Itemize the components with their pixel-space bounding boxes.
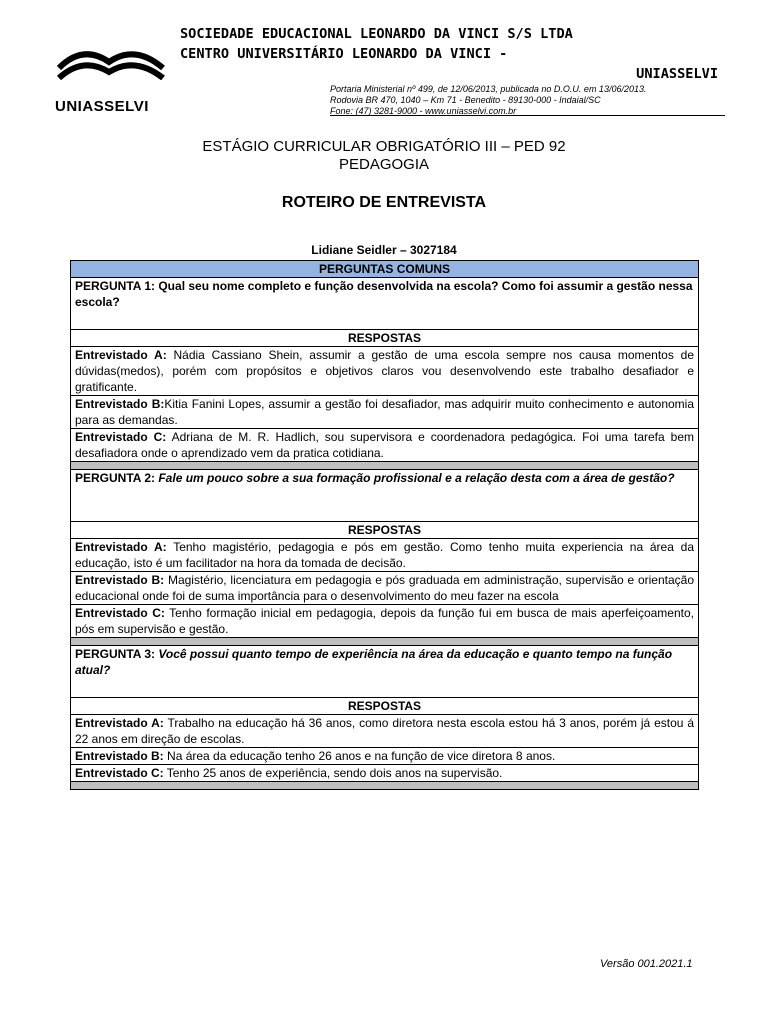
answers-header-row bbox=[71, 330, 699, 347]
uniasselvi-logo bbox=[55, 40, 167, 120]
answer-cell bbox=[71, 539, 699, 572]
question-label: PERGUNTA 2: bbox=[75, 471, 156, 485]
question-label: PERGUNTA 3: bbox=[75, 647, 156, 661]
interviewee-label: Entrevistado B: bbox=[75, 397, 165, 411]
separator bbox=[71, 638, 699, 646]
document-title: ROTEIRO DE ENTREVISTA bbox=[281, 194, 487, 211]
answer-text: Magistério, licenciatura em pedagogia e pós graduada em administração, supervisão e orientação educacional onde foi de suma importância para o desenvolvimento do meu fazer na escola bbox=[75, 573, 694, 603]
institution-line-2: CENTRO UNIVERSITÁRIO LEONARDO DA VINCI - bbox=[180, 46, 508, 62]
answer-text: Tenho formação inicial em pedagogia, depois da função fui em busca de mais aperfeiçoamento, pós em supervisão e gestão. bbox=[75, 606, 694, 636]
interviewee-label: Entrevistado B: bbox=[75, 573, 165, 587]
answers-header-row bbox=[71, 522, 699, 539]
answer-text: Tenho 25 anos de experiência, sendo dois anos na supervisão. bbox=[163, 766, 503, 780]
answers-header: RESPOSTAS bbox=[71, 522, 699, 539]
answer-row bbox=[71, 715, 699, 748]
separator-row bbox=[71, 782, 699, 790]
answers-header-row bbox=[71, 698, 699, 715]
institution-address: Rodovia BR 470, 1040 – Km 71 - Benedito - 89130-000 - Indaial/SC bbox=[330, 95, 601, 105]
answer-text: Tenho magistério, pedagogia e pós em gestão. Como tenho muita experiencia na área da educação, isto é um facilitador na hora da tomada de decisão. bbox=[75, 540, 694, 570]
table-header-row bbox=[71, 261, 699, 278]
institution-line-3: UNIASSELVI bbox=[636, 66, 718, 82]
answer-row bbox=[71, 429, 699, 462]
answer-text: Kitia Fanini Lopes, assumir a gestão foi desafiador, mas adquirir muito conhecimento e autonomia para as demandas. bbox=[75, 397, 695, 427]
answer-cell bbox=[71, 572, 699, 605]
answer-cell bbox=[71, 765, 699, 782]
separator-row bbox=[71, 638, 699, 646]
question-text: Fale um pouco sobre a sua formação profissional e a relação desta com a área de gestão? bbox=[155, 471, 675, 485]
book-logo-icon bbox=[57, 40, 165, 80]
answer-cell bbox=[71, 605, 699, 638]
interviewee-label: Entrevistado A: bbox=[75, 540, 167, 554]
interviewee-label: Entrevistado C: bbox=[75, 766, 164, 780]
logo-text: UNIASSELVI bbox=[55, 98, 149, 115]
institution-ordinance: Portaria Ministerial nº 499, de 12/06/2013, publicada no D.O.U. em 13/06/2013. bbox=[330, 84, 647, 94]
answer-row bbox=[71, 539, 699, 572]
answer-text: Adriana de M. R. Hadlich, sou supervisora e coordenadora pedagógica. Foi uma tarefa bem desafiadora onde o aprendizado vem da pratica cotidiana. bbox=[75, 430, 694, 460]
question-row bbox=[71, 278, 699, 330]
answer-row bbox=[71, 347, 699, 396]
answer-row bbox=[71, 748, 699, 765]
answer-row bbox=[71, 572, 699, 605]
header-divider bbox=[330, 115, 725, 116]
question-row bbox=[71, 646, 699, 698]
separator bbox=[71, 782, 699, 790]
answer-cell bbox=[71, 715, 699, 748]
separator-row bbox=[71, 462, 699, 470]
question-3 bbox=[71, 646, 699, 698]
answer-row bbox=[71, 765, 699, 782]
course-title-line-2: PEDAGOGIA bbox=[338, 156, 430, 173]
question-text: Qual seu nome completo e função desenvolvida na escola? Como foi assumir a gestão nessa escola? bbox=[75, 279, 693, 309]
course-title bbox=[0, 138, 768, 174]
institution-line-1: SOCIEDADE EDUCACIONAL LEONARDO DA VINCI S/S LTDA bbox=[180, 26, 573, 42]
question-2 bbox=[71, 470, 699, 522]
answers-header: RESPOSTAS bbox=[71, 330, 699, 347]
answers-header: RESPOSTAS bbox=[71, 698, 699, 715]
interview-table bbox=[70, 260, 699, 790]
question-1 bbox=[71, 278, 699, 330]
answer-text: Na área da educação tenho 26 anos e na função de vice diretora 8 anos. bbox=[163, 749, 556, 763]
institution-block bbox=[180, 24, 720, 117]
separator bbox=[71, 462, 699, 470]
interviewee-label: Entrevistado A: bbox=[75, 348, 167, 362]
answer-text: Trabalho na educação há 36 anos, como diretora nesta escola estou há 3 anos, porém já estou á 22 anos em direção de escolas. bbox=[75, 716, 694, 746]
answer-cell bbox=[71, 429, 699, 462]
answer-row bbox=[71, 605, 699, 638]
interviewee-label: Entrevistado C: bbox=[75, 606, 165, 620]
institution-contact: Fone: (47) 3281-9000 - www.uniasselvi.com.br bbox=[330, 106, 517, 116]
answer-cell bbox=[71, 396, 699, 429]
question-label: PERGUNTA 1: bbox=[75, 279, 156, 293]
table-header: PERGUNTAS COMUNS bbox=[71, 261, 699, 278]
answer-cell bbox=[71, 748, 699, 765]
answer-text: Nádia Cassiano Shein, assumir a gestão de uma escola sempre nos causa momentos de dúvidas(medos), porém com propósitos e objetivos claros vou desenvolvendo este trabalho desafiador e gratificante. bbox=[75, 348, 694, 394]
letterhead bbox=[55, 24, 720, 116]
interviewee-label: Entrevistado A: bbox=[75, 716, 164, 730]
answer-cell bbox=[71, 347, 699, 396]
interviewee-label: Entrevistado B: bbox=[75, 749, 164, 763]
question-row bbox=[71, 470, 699, 522]
student-name: Lidiane Seidler – 3027184 bbox=[311, 243, 457, 257]
interviewee-label: Entrevistado C: bbox=[75, 430, 167, 444]
course-title-line-1: ESTÁGIO CURRICULAR OBRIGATÓRIO III – PED 92 bbox=[202, 138, 566, 155]
document-version: Versão 001.2021.1 bbox=[600, 958, 693, 970]
answer-row bbox=[71, 396, 699, 429]
question-text: Você possui quanto tempo de experiência na área da educação e quanto tempo na função atual? bbox=[75, 647, 673, 677]
